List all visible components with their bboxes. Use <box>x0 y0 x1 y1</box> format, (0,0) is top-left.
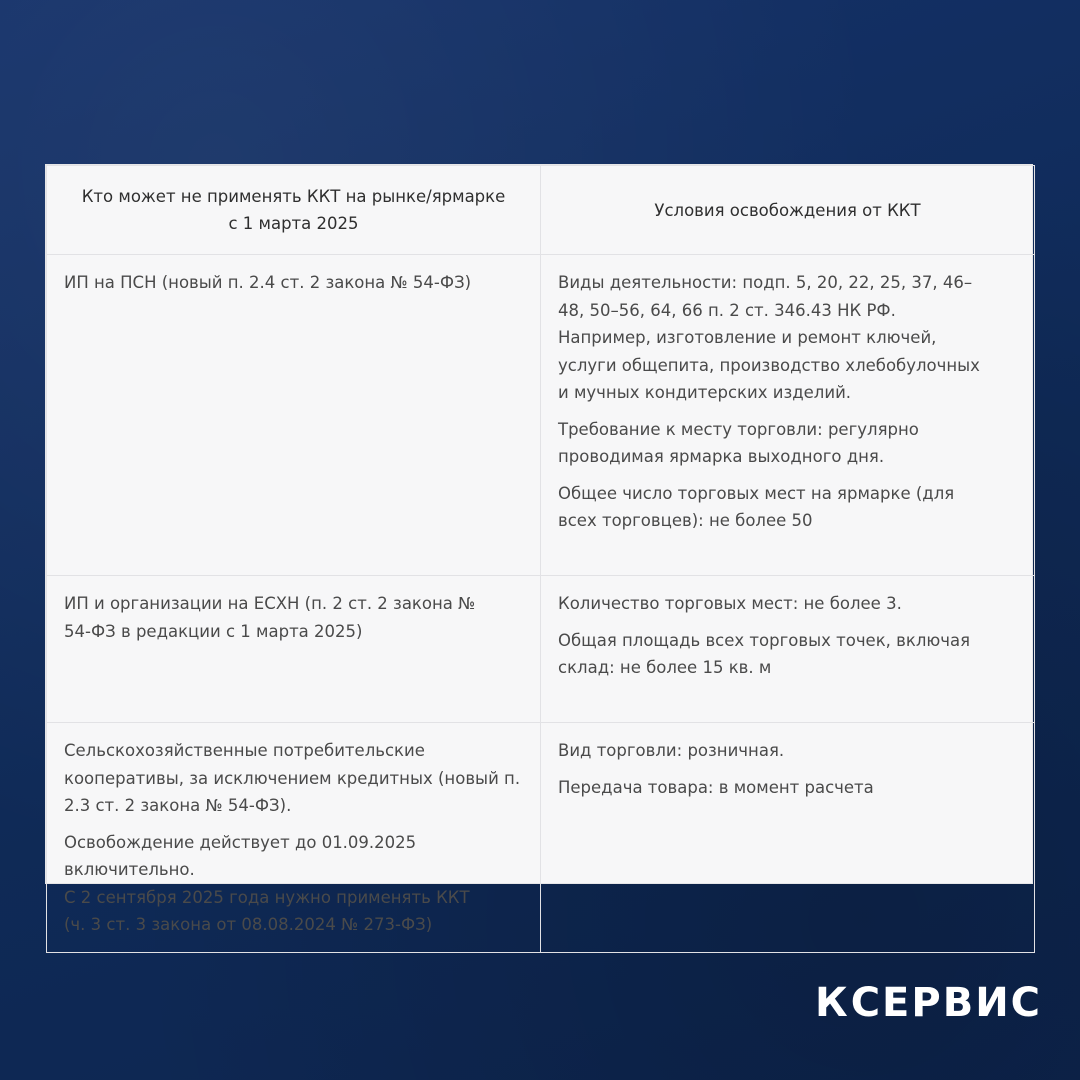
header-conditions <box>541 166 1035 255</box>
table-row <box>47 255 1035 576</box>
cell-line: Освобождение действует до 01.09.2025 включительно. <box>64 832 417 879</box>
cell-who <box>47 723 541 953</box>
table-row <box>47 576 1035 723</box>
table-row <box>47 723 1035 953</box>
cell-text: Передача товара: в момент расчета <box>558 777 874 797</box>
header-who <box>47 166 541 255</box>
cell-who <box>47 255 541 576</box>
cell-who <box>47 576 541 723</box>
cell-conditions <box>541 255 1035 576</box>
cell-text: Количество торговых мест: не более 3. <box>558 594 902 613</box>
header-who-line: с 1 марта 2025 <box>228 214 359 233</box>
cell-text: Сельскохозяйственные потребительские кооперативы, за исключением кредитных (новый п. 2.3 ст. 2 закона № 54-ФЗ). <box>64 741 521 815</box>
cell-line: (ч. 3 ст. 3 закона от 08.08.2024 № 273-ФЗ) <box>64 915 433 934</box>
cell-text: ИП и организации на ЕСХН (п. 2 ст. 2 закона № 54-ФЗ в редакции с 1 марта 2025) <box>64 594 476 641</box>
cell-text: ИП на ПСН (новый п. 2.4 ст. 2 закона № 54-ФЗ) <box>64 273 472 292</box>
cell-text: Требование к месту торговли: регулярно проводимая ярмарка выходного дня. <box>558 419 919 466</box>
k-servis-logo <box>815 978 1043 1028</box>
header-conditions-line: Условия освобождения от ККТ <box>654 200 921 220</box>
cell-text: Общая площадь всех торговых точек, включая склад: не более 15 кв. м <box>558 630 971 677</box>
logo-text-right: СЕРВИС <box>850 980 1043 1026</box>
cell-line: С 2 сентября 2025 года нужно применять ККТ <box>64 887 470 907</box>
logo-text-left: К <box>815 980 849 1026</box>
info-table-card <box>45 164 1033 934</box>
cell-text-multiline <box>64 829 524 939</box>
kkt-exemption-table <box>46 165 1035 953</box>
cell-conditions <box>541 576 1035 723</box>
cell-text: Виды деятельности: подп. 5, 20, 22, 25, 37, 46–48, 50–56, 64, 66 п. 2 ст. 346.43 НК РФ. Например, изготовление и ремонт ключей, услуги общепита, производство хлебобулочных и мучных кондитерских изделий. <box>558 273 980 402</box>
cell-conditions <box>541 723 1035 953</box>
cell-text: Вид торговли: розничная. <box>558 741 785 760</box>
cell-text: Общее число торговых мест на ярмарке (для всех торговцев): не более 50 <box>558 483 955 530</box>
table-header-row <box>47 166 1035 255</box>
header-who-line: Кто может не применять ККТ на рынке/ярмарке <box>81 187 506 206</box>
